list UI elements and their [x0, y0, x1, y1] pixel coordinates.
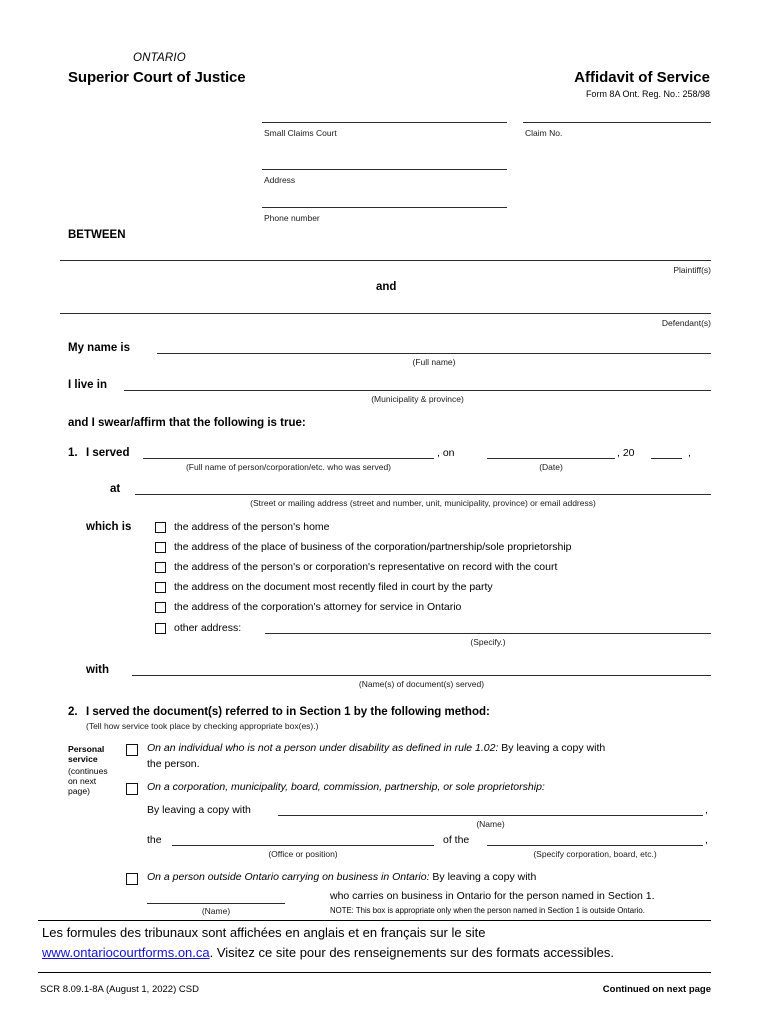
i-live-in-label: I live in — [68, 379, 107, 391]
section2-heading: I served the document(s) referred to in Section 1 by the following method: — [86, 706, 490, 718]
trailing-comma: , — [688, 447, 691, 459]
option-label-address-attorney: the address of the corporation's attorney for service in Ontario — [174, 601, 462, 613]
court-name-heading: Superior Court of Justice — [68, 69, 246, 86]
my-name-is-label: My name is — [68, 342, 130, 354]
option-c-italic-text: On a person outside Ontario carrying on business in Ontario: — [147, 871, 430, 883]
at-label: at — [110, 483, 121, 495]
footer-form-code: SCR 8.09.1-8A (August 1, 2022) CSD — [40, 984, 199, 995]
personal-service-side-label-line3: (continues — [68, 766, 108, 776]
option-a-plain-text: By leaving a copy with — [498, 742, 606, 754]
option-b-name-caption: (Name) — [476, 819, 505, 829]
option-b-comma-2: , — [705, 834, 708, 846]
option-c-note: NOTE: This box is appropriate only when the person named in Section 1 is outside Ontario. — [330, 906, 645, 915]
checkbox-address-representative[interactable] — [155, 562, 166, 573]
plaintiff-rule — [60, 260, 711, 261]
footer-divider-rule — [38, 972, 711, 973]
option-c-continuation-text: who carries on business in Ontario for the person named in Section 1. — [330, 890, 655, 902]
french-notice-line2-rest: . Visitez ce site pour des renseignements sur des formats accessibles. — [209, 945, 615, 960]
footer-continued-label: Continued on next page — [602, 984, 711, 995]
date-caption: (Date) — [539, 462, 563, 472]
option-b-italic-text: On a corporation, municipality, board, commission, partnership, or sole proprietorship: — [147, 781, 545, 793]
option-b-name-rule — [278, 815, 703, 816]
option-c-name-caption: (Name) — [201, 906, 231, 916]
option-label-address-home: the address of the person's home — [174, 521, 330, 533]
personal-service-side-label-line5: page) — [68, 786, 90, 796]
full-name-rule — [157, 353, 711, 354]
checkbox-address-business[interactable] — [155, 542, 166, 553]
comma-on-label: , on — [437, 447, 455, 459]
checkbox-service-outside-ontario[interactable] — [126, 873, 138, 885]
section2-number: 2. — [68, 706, 78, 718]
documents-served-rule — [132, 675, 711, 676]
option-b-leaving-copy-label: By leaving a copy with — [147, 804, 251, 816]
option-b-corporation-caption: (Specify corporation, board, etc.) — [533, 849, 657, 859]
municipality-rule — [124, 390, 711, 391]
other-address-rule — [265, 633, 711, 634]
option-b-comma-1: , — [705, 804, 708, 816]
between-label: BETWEEN — [68, 229, 126, 241]
municipality-caption: (Municipality & province) — [371, 394, 464, 404]
option-label-address-business: the address of the place of business of the corporation/partnership/sole proprietorship — [174, 541, 572, 553]
option-a-italic-text: On an individual who is not a person under disability as defined in rule 1.02: — [147, 742, 499, 754]
served-person-rule — [143, 458, 434, 459]
checkbox-address-other[interactable] — [155, 623, 166, 634]
full-name-caption: (Full name) — [412, 357, 456, 367]
defendant-caption: Defendant(s) — [661, 318, 711, 328]
address-label: Address — [264, 175, 296, 185]
swear-affirm-label: and I swear/affirm that the following is true: — [68, 417, 306, 429]
section2-subheading: (Tell how service took place by checking appropriate box(es).) — [86, 721, 319, 731]
checkbox-service-individual[interactable] — [126, 744, 138, 756]
checkbox-address-attorney[interactable] — [155, 602, 166, 613]
jurisdiction-label: ONTARIO — [133, 52, 186, 64]
checkbox-address-document-filed[interactable] — [155, 582, 166, 593]
option-b-the-label: the — [147, 834, 162, 846]
ontario-court-forms-link[interactable]: www.ontariocourtforms.on.ca — [42, 945, 210, 960]
french-divider-rule — [38, 920, 711, 921]
claim-no-label: Claim No. — [525, 128, 563, 138]
section1-i-served-label: I served — [86, 447, 130, 459]
personal-service-side-label-line2: service — [68, 754, 98, 764]
which-is-label: which is — [86, 521, 132, 533]
with-label: with — [86, 664, 109, 676]
section1-number: 1. — [68, 447, 78, 459]
phone-rule — [262, 207, 507, 208]
option-label-address-document-filed: the address on the document most recently filed in court by the party — [174, 581, 493, 593]
option-label-address-other: other address: — [174, 622, 242, 634]
form-title: Affidavit of Service — [574, 69, 710, 86]
defendant-rule — [60, 313, 711, 314]
checkbox-address-home[interactable] — [155, 522, 166, 533]
documents-served-caption: (Name(s) of document(s) served) — [358, 679, 485, 689]
french-notice-line1: Les formules des tribunaux sont affichées en anglais et en français sur le site — [42, 925, 486, 940]
checkbox-service-corporation[interactable] — [126, 783, 138, 795]
option-b-of-the-label: of the — [443, 834, 470, 846]
other-address-caption: (Specify.) — [470, 637, 506, 647]
option-b-office-rule — [172, 845, 434, 846]
date-rule — [487, 458, 615, 459]
service-address-caption: (Street or mailing address (street and number, unit, municipality, province) or email address) — [250, 498, 596, 508]
option-c-plain-text: By leaving a copy with — [429, 871, 537, 883]
claim-no-rule — [523, 122, 711, 123]
option-b-office-caption: (Office or position) — [268, 849, 338, 859]
phone-number-label: Phone number — [264, 213, 320, 223]
option-label-address-representative: the address of the person's or corporation's representative on record with the court — [174, 561, 558, 573]
year-rule — [651, 458, 682, 459]
option-b-corporation-rule — [487, 845, 703, 846]
option-a-second-line: the person. — [147, 758, 200, 770]
served-person-caption: (Full name of person/corporation/etc. who was served) — [185, 462, 392, 472]
personal-service-side-label-line4: on next — [68, 776, 97, 786]
option-c-name-rule — [147, 903, 285, 904]
address-rule — [262, 169, 507, 170]
comma-twenty-label: , 20 — [617, 447, 635, 459]
small-claims-court-label: Small Claims Court — [264, 128, 337, 138]
form-registration-number: Form 8A Ont. Reg. No.: 258/98 — [585, 89, 710, 99]
personal-service-side-label-line1: Personal — [68, 744, 105, 754]
service-address-rule — [135, 494, 711, 495]
plaintiff-caption: Plaintiff(s) — [673, 265, 711, 275]
court-name-rule — [262, 122, 507, 123]
and-label: and — [376, 281, 397, 293]
